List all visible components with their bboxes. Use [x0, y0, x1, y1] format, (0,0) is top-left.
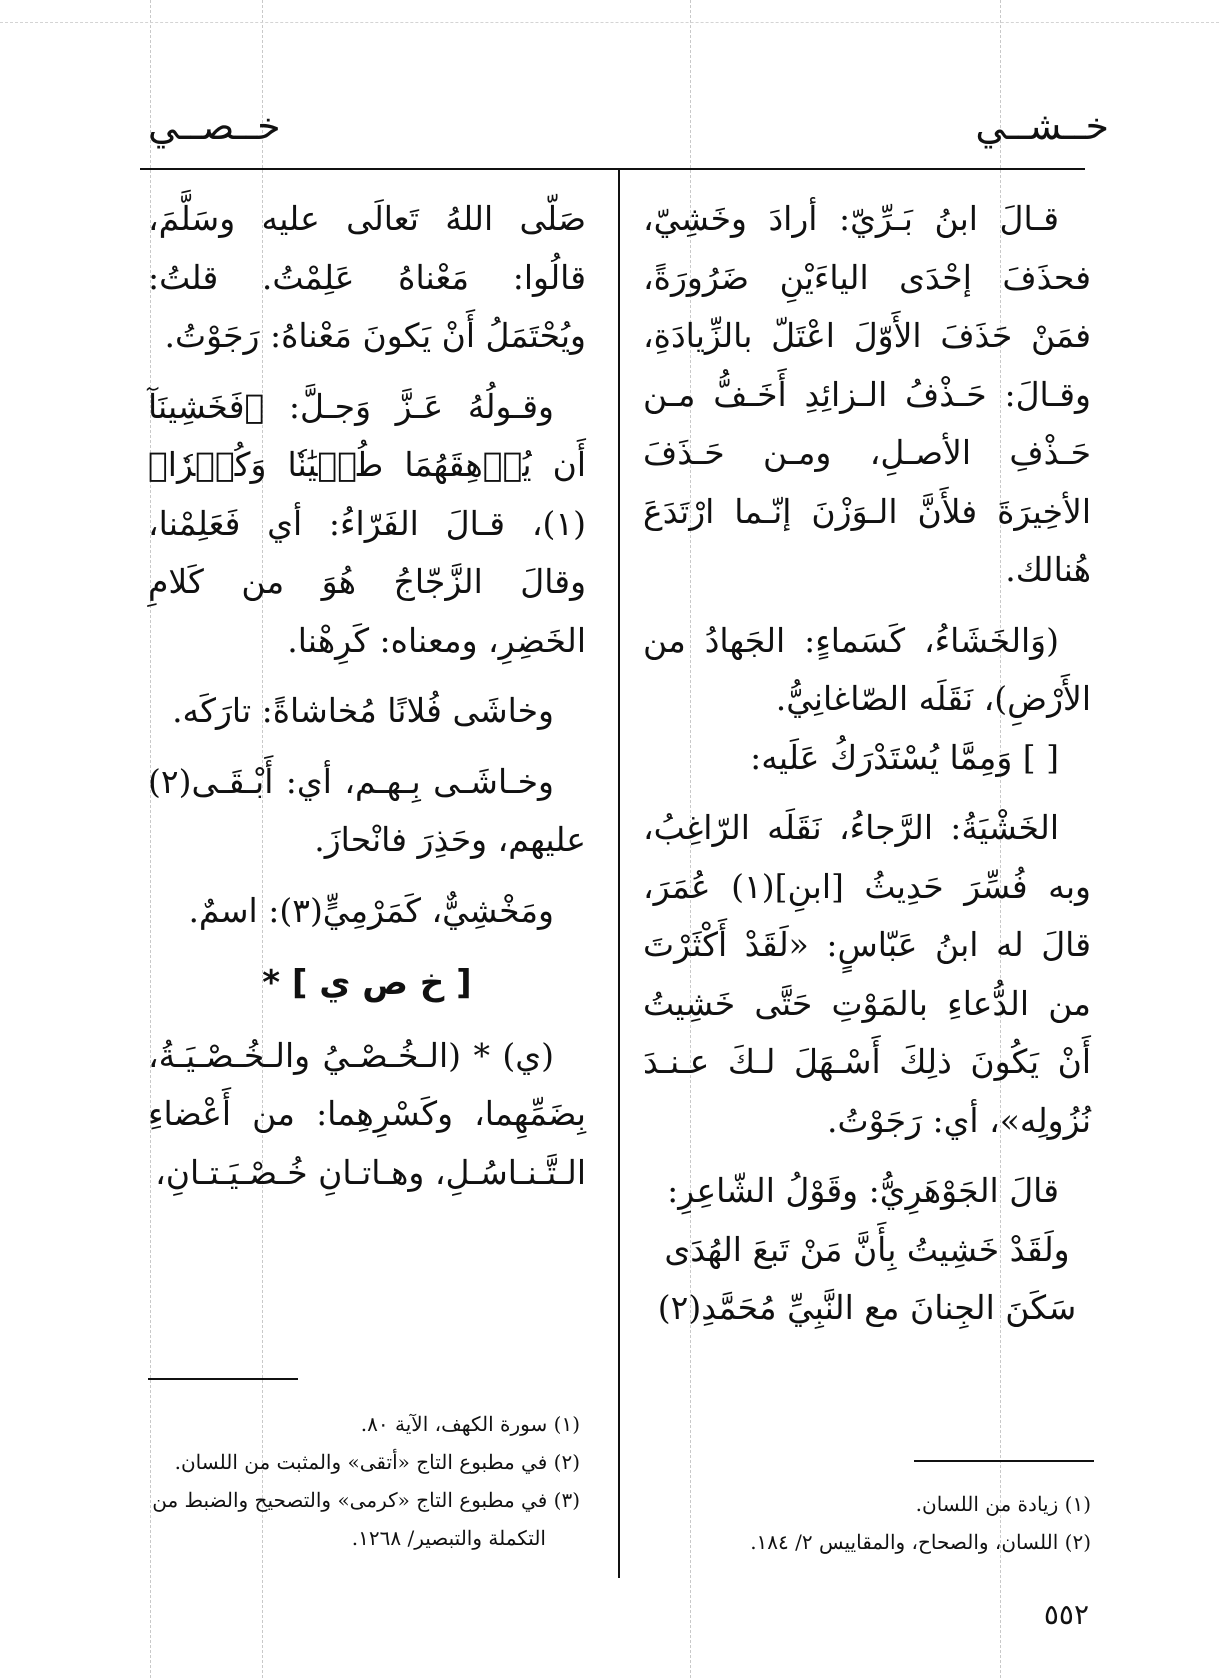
paragraph: وقـولُهُ عَـزَّ وَجـلَّ: ﴿فَخَشِينَآ أَن يُرۡهِقَهُمَا طُغۡيَٰنٗا وَكُفۡرٗا﴾(١)، قـالَ الفَرّاءُ: أي فَعَلِمْنا، وقالَ الزَّجّاجُ هُوَ من كَلامِ الخَضِرِ، ومعناه: كَرِهْنا. [148, 386, 586, 660]
paragraph: قـالَ ابنُ بَـرِّيّ: أرادَ وخَشِيّ، فحذَفَ إحْدَى الياءَيْنِ ضَرُورَةً، فمَنْ حَذَفَ الأَوّلَ اعْتَلّ بالزِّيادَةِ، وقـالَ: حَـذْفُ الـزائِدِ أَخَـفُّ مـن حَـذْفِ الأصـلِ، ومـن حَـذَفَ الأخِيرَةَ فلأَنَّ الـوَزْنَ إنّـما ارْتَدَعَ هُنالك. [643, 199, 1091, 589]
column-divider [618, 168, 620, 1578]
footnote: (١) سورة الكهف، الآية ٨٠. [360, 1412, 580, 1436]
paragraph: [ ] وَمِمَّا يُسْتَدْرَكُ عَلَيه: [750, 737, 1059, 777]
footnote-rule [148, 1378, 298, 1380]
footnote: (٢) في مطبوع التاج «أتقى» والمثبت من اللسان. [174, 1450, 580, 1474]
paragraph: وخاشَى فُلانًا مُخاشاةً: تارَكَه. [172, 691, 554, 730]
paragraph: ومَخْشِيٌّ، كَمَرْمِيٍّ(٣): اسمٌ. [188, 890, 554, 930]
paragraph: (وَالخَشَاءُ، كَسَماءٍ: الجَهادُ من الأَرْضِ)، نَقَلَه الصّاغانِيُّ. [643, 620, 1091, 718]
footnotes-left [140, 1408, 580, 1560]
paragraph: وخـاشَـى بِـهـم، أي: أَبْـقَـى(٢) عليهم، وحَذِرَ فانْحازَ. [148, 761, 586, 859]
verse-line: ولَقَدْ خَشِيتُ بِأَنَّ مَنْ تَبعَ الهُدَى [664, 1229, 1070, 1269]
page-number: ٥٥٢ [1043, 1598, 1089, 1631]
header-word-left: خــصــي [148, 104, 281, 148]
footnote-rule [914, 1460, 1094, 1462]
entry-heading: [ خ ص ي ] * [262, 963, 472, 1003]
footnote: (٢) اللسان، والصحاح، والمقاييس ٢/ ١٨٤. [750, 1530, 1091, 1554]
left-column [148, 190, 586, 1202]
header-word-right: خــشــي [975, 104, 1109, 148]
paragraph: صَلّى اللهُ تَعالَى عليه وسَلَّمَ، قالُوا: مَعْناهُ عَلِمْتُ. قلتُ: ويُحْتَمَلُ أَنْ يَكونَ مَعْناهُ: رَجَوْتُ. [148, 199, 586, 355]
paragraph: (ي) * (الـخُـصْـيُ والـخُـصْـيَـةُ، بِضَمِّهِما، وكَسْرِهِما: من أَعْضاءِ الـتَّـنـاسُـلِ، وهـاتـانِ خُـصْـيَـتـانِ، [148, 1035, 586, 1192]
footnote: (١) زيادة من اللسان. [915, 1492, 1091, 1516]
footnotes-right [641, 1488, 1091, 1564]
header-rule [140, 168, 1085, 170]
paragraph: قالَ الجَوْهَرِيُّ: وقَوْلُ الشّاعِرِ: [667, 1171, 1059, 1210]
scan-guide-line [0, 22, 1219, 23]
paragraph: الخَشْيَةُ: الرَّجاءُ، نَقَلَه الرّاغِبُ، وبه فُسِّرَ حَدِيثُ [ابنِ](١) عُمَرَ، قالَ له ابنُ عَبّاسٍ: «لَقَدْ أَكْثَرْتَ من الدُّعاءِ بالمَوْتِ حَتَّى خَشِيتُ أَنْ يَكُونَ ذلِكَ أَسْـهَلَ لـكَ عـنـدَ نُزُولِه»، أي: رَجَوْتُ. [643, 808, 1091, 1140]
footnote: (٣) في مطبوع التاج «كرمى» والتصحيح والضبط من [152, 1488, 580, 1512]
footnote-continuation: التكملة والتبصير/ ١٢٦٨. [351, 1526, 546, 1550]
right-column [643, 190, 1091, 1338]
verse-line: سَكَنَ الجِنانَ مع النَّبِيِّ مُحَمَّدِ(٢) [657, 1288, 1077, 1327]
